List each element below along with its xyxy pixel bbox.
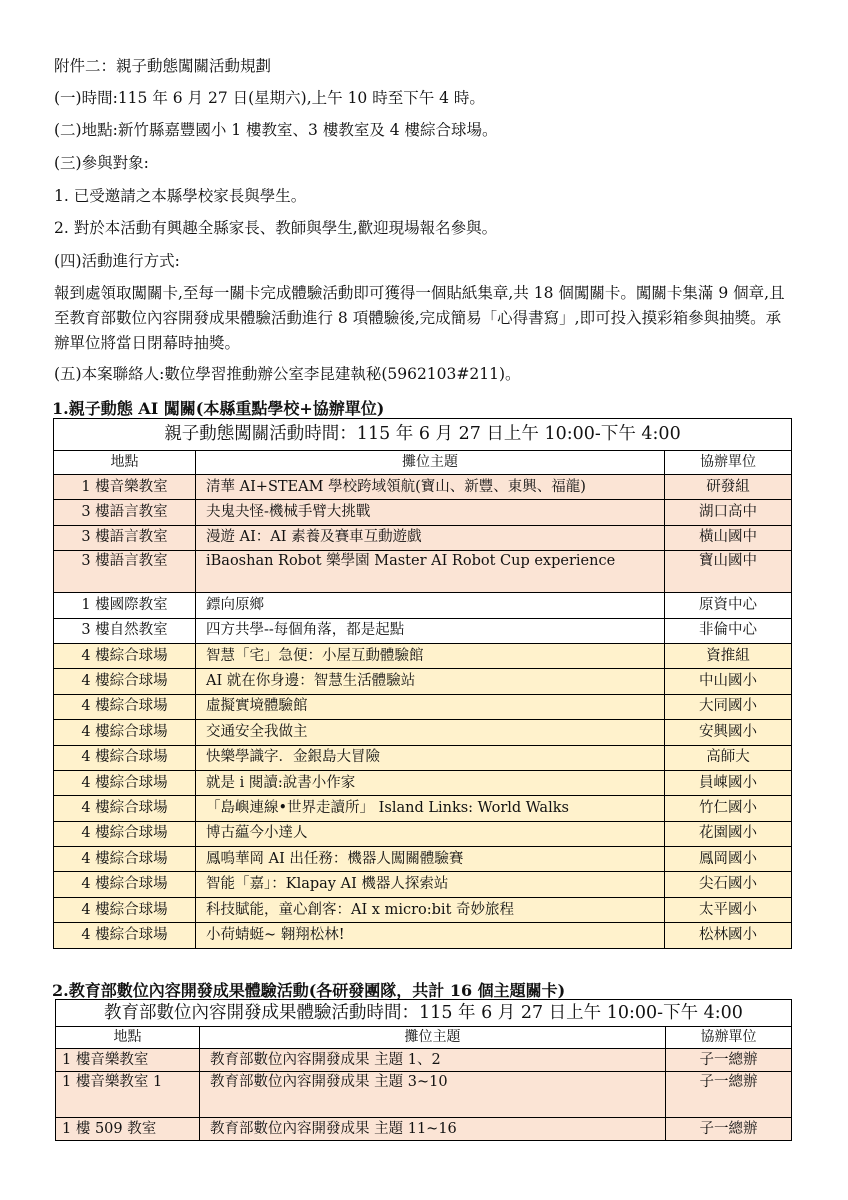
topic-cell: 快樂學識字．金銀島大冒險 <box>196 745 665 770</box>
topic-cell: 教育部數位內容開發成果 主題 1、2 <box>200 1049 666 1072</box>
ai-activity-table <box>53 418 792 949</box>
location-cell: 1 樓音樂教室 <box>54 475 196 500</box>
table-row <box>54 745 792 770</box>
unit-cell: 高師大 <box>665 745 792 770</box>
participant-item-1: 1. 已受邀請之本縣學校家長與學生。 <box>54 187 307 205</box>
table-row <box>54 643 792 668</box>
location-cell: 4 樓綜合球場 <box>54 897 196 922</box>
topic-cell: 智能「嘉」：Klapay AI 機器人探索站 <box>196 872 665 897</box>
event-time: (一)時間:115 年 6 月 27 日(星期六),上午 10 時至下午 4 時。 <box>54 89 485 107</box>
unit-cell: 橫山國中 <box>665 525 792 550</box>
location-cell: 1 樓音樂教室 1 <box>56 1072 200 1118</box>
table-row <box>54 923 792 948</box>
unit-cell: 子一總辦 <box>666 1049 792 1072</box>
topic-cell: 鏢向原鄉 <box>196 593 665 618</box>
unit-cell: 竹仁國小 <box>665 796 792 821</box>
unit-cell: 寶山國中 <box>665 551 792 593</box>
header-unit: 協辦單位 <box>665 451 792 475</box>
topic-cell: AI 就在你身邊：智慧生活體驗站 <box>196 669 665 694</box>
table-row <box>54 500 792 525</box>
location-cell: 1 樓音樂教室 <box>56 1049 200 1072</box>
method-heading: (四)活動進行方式: <box>54 252 180 270</box>
unit-cell: 研發組 <box>665 475 792 500</box>
topic-cell: 「島嶼連線•世界走讀所」 Island Links: World Walks <box>196 796 665 821</box>
topic-cell: 漫遊 AI：AI 素養及賽車互動遊戲 <box>196 525 665 550</box>
method-paragraph: 報到處領取闖關卡,至每一關卡完成體驗活動即可獲得一個貼紙集章,共 18 個闖關卡。闖關卡集滿 9 個章,且至教育部數位內容開發成果體驗活動進行 8 項體驗後,完成簡易「心得書寫」,即可投入摸彩箱參與抽獎。承辦單位將當日閉幕時抽獎。 <box>54 284 785 352</box>
table-row <box>54 821 792 846</box>
table-title: 教育部數位內容開發成果體驗活動時間：115 年 6 月 27 日上午 10:00-下午 4:00 <box>56 1000 792 1027</box>
moe-activity-table <box>55 999 792 1141</box>
table-row <box>54 669 792 694</box>
unit-cell: 原資中心 <box>665 593 792 618</box>
location-cell: 3 樓語言教室 <box>54 500 196 525</box>
table-row <box>56 1072 792 1118</box>
unit-cell: 湖口高中 <box>665 500 792 525</box>
table-row <box>54 720 792 745</box>
header-location: 地點 <box>56 1027 200 1049</box>
table-row <box>56 1049 792 1072</box>
topic-cell: 科技賦能，童心創客：AI x micro:bit 奇妙旅程 <box>196 897 665 922</box>
location-cell: 4 樓綜合球場 <box>54 669 196 694</box>
header-unit: 協辦單位 <box>666 1027 792 1049</box>
unit-cell: 太平國小 <box>665 897 792 922</box>
table-row <box>54 770 792 795</box>
topic-cell: iBaoshan Robot 樂學園 Master AI Robot Cup experience <box>196 551 665 593</box>
topic-cell: 清華 AI+STEAM 學校跨域領航(寶山、新豐、東興、福龍) <box>196 475 665 500</box>
location-cell: 1 樓 509 教室 <box>56 1118 200 1141</box>
location-cell: 3 樓語言教室 <box>54 525 196 550</box>
table-row <box>54 847 792 872</box>
location-cell: 4 樓綜合球場 <box>54 796 196 821</box>
table-row <box>54 872 792 897</box>
table-row <box>56 1118 792 1141</box>
unit-cell: 非倫中心 <box>665 618 792 643</box>
topic-cell: 小荷蜻蜓~ 翱翔松林! <box>196 923 665 948</box>
table-header-row <box>56 1027 792 1049</box>
unit-cell: 員崠國小 <box>665 770 792 795</box>
location-cell: 1 樓國際教室 <box>54 593 196 618</box>
topic-cell: 交通安全我做主 <box>196 720 665 745</box>
location-cell: 3 樓自然教室 <box>54 618 196 643</box>
topic-cell: 就是 i 閱讀:說書小作家 <box>196 770 665 795</box>
contact-info: (五)本案聯絡人:數位學習推動辦公室李昆建執秘(5962103#211)。 <box>54 365 521 383</box>
unit-cell: 安興國小 <box>665 720 792 745</box>
unit-cell: 子一總辦 <box>666 1072 792 1118</box>
table-row <box>54 475 792 500</box>
header-topic: 攤位主題 <box>200 1027 666 1049</box>
table-header-row <box>54 451 792 475</box>
location-cell: 4 樓綜合球場 <box>54 923 196 948</box>
unit-cell: 花園國小 <box>665 821 792 846</box>
topic-cell: 鳳鳴華岡 AI 出任務：機器人闖關體驗賽 <box>196 847 665 872</box>
table-title-row <box>54 419 792 451</box>
unit-cell: 鳳岡國小 <box>665 847 792 872</box>
event-location: (二)地點:新竹縣嘉豐國小 1 樓教室、3 樓教室及 4 樓綜合球場。 <box>54 121 498 139</box>
section-1-title: 1.親子動態 AI 闖關(本縣重點學校+協辦單位) <box>52 399 385 418</box>
topic-cell: 教育部數位內容開發成果 主題 3~10 <box>200 1072 666 1118</box>
location-cell: 4 樓綜合球場 <box>54 720 196 745</box>
participants-heading: (三)參與對象: <box>54 154 149 172</box>
table-row <box>54 694 792 719</box>
unit-cell: 子一總辦 <box>666 1118 792 1141</box>
table-row <box>54 525 792 550</box>
location-cell: 4 樓綜合球場 <box>54 821 196 846</box>
table-title-row <box>56 1000 792 1027</box>
unit-cell: 尖石國小 <box>665 872 792 897</box>
table-row <box>54 796 792 821</box>
location-cell: 4 樓綜合球場 <box>54 847 196 872</box>
location-cell: 4 樓綜合球場 <box>54 643 196 668</box>
header-location: 地點 <box>54 451 196 475</box>
location-cell: 4 樓綜合球場 <box>54 694 196 719</box>
unit-cell: 大同國小 <box>665 694 792 719</box>
location-cell: 4 樓綜合球場 <box>54 770 196 795</box>
table-row <box>54 618 792 643</box>
table-row <box>54 551 792 593</box>
unit-cell: 資推組 <box>665 643 792 668</box>
unit-cell: 中山國小 <box>665 669 792 694</box>
table-row <box>54 897 792 922</box>
topic-cell: 虛擬實境體驗館 <box>196 694 665 719</box>
attachment-title: 附件二：親子動態闖關活動規劃 <box>54 57 272 75</box>
topic-cell: 教育部數位內容開發成果 主題 11~16 <box>200 1118 666 1141</box>
table-title: 親子動態闖關活動時間：115 年 6 月 27 日上午 10:00-下午 4:00 <box>54 419 792 451</box>
table-row <box>54 593 792 618</box>
participant-item-2: 2. 對於本活動有興趣全縣家長、教師與學生,歡迎現場報名參與。 <box>54 219 498 237</box>
topic-cell: 夬鬼夬怪-機械手臂大挑戰 <box>196 500 665 525</box>
location-cell: 4 樓綜合球場 <box>54 745 196 770</box>
location-cell: 3 樓語言教室 <box>54 551 196 593</box>
header-topic: 攤位主題 <box>196 451 665 475</box>
section-2-title: 2.教育部數位內容開發成果體驗活動(各研發團隊，共計 16 個主題關卡) <box>52 981 566 1000</box>
topic-cell: 四方共學--每個角落，都是起點 <box>196 618 665 643</box>
topic-cell: 智慧「宅」急便：小屋互動體驗館 <box>196 643 665 668</box>
location-cell: 4 樓綜合球場 <box>54 872 196 897</box>
unit-cell: 松林國小 <box>665 923 792 948</box>
topic-cell: 博古藴今小達人 <box>196 821 665 846</box>
